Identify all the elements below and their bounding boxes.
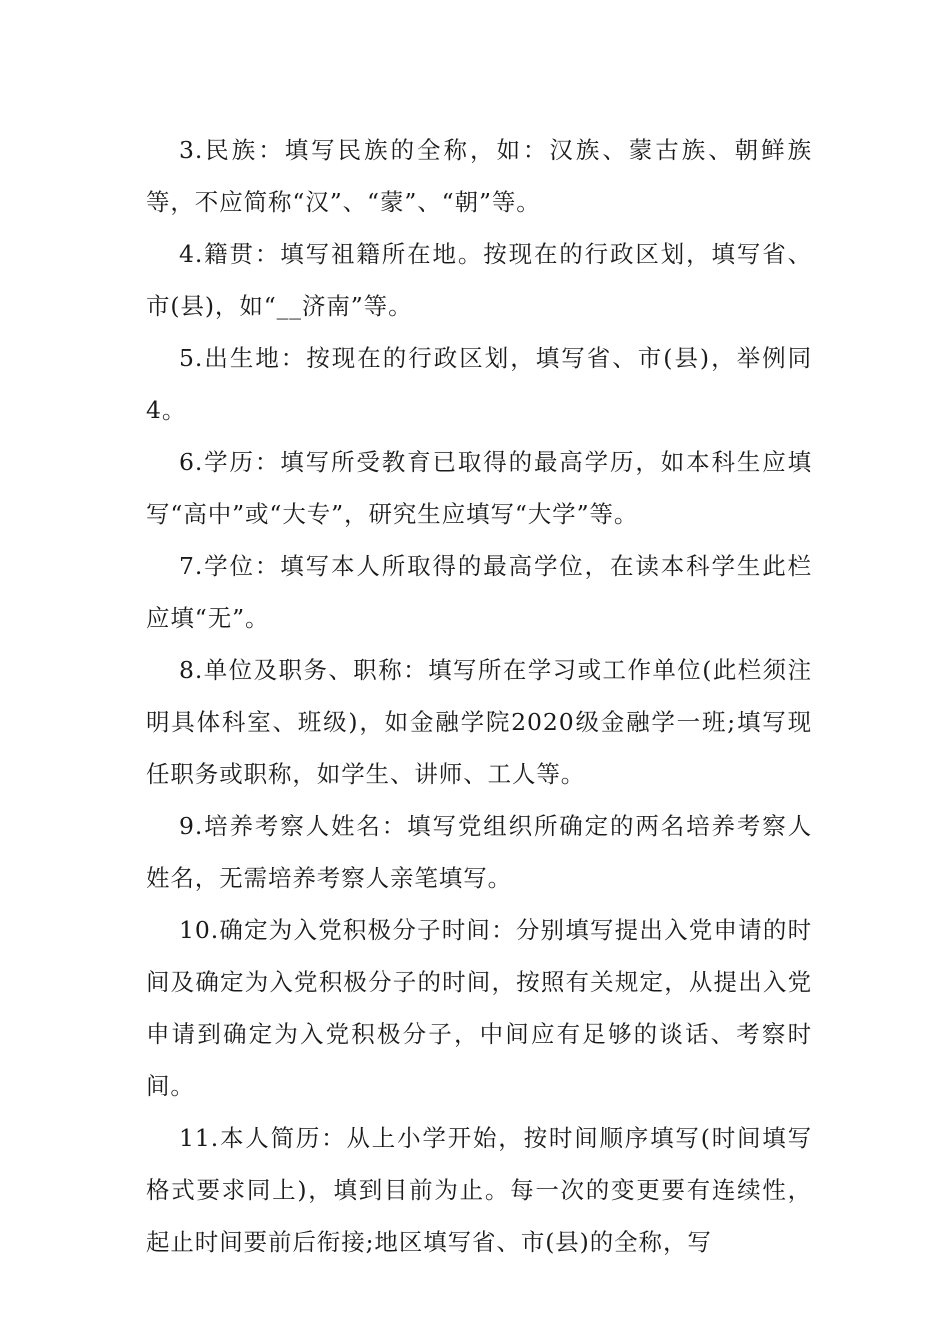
paragraph-degree: 7.学位：填写本人所取得的最高学位，在读本科学生此栏应填“无”。 <box>146 552 812 632</box>
paragraph-employer-title: 8.单位及职务、职称：填写所在学习或工作单位(此栏须注明具体科室、班级)，如金融学院2020级金融学一班;填写现任职务或职称，如学生、讲师、工人等。 <box>146 656 812 788</box>
paragraph-resume: 11.本人简历：从上小学开始，按时间顺序填写(时间填写格式要求同上)，填到目前为止。每一次的变更要有连续性，起止时间要前后衔接;地区填写省、市(县)的全称，写 <box>146 1124 812 1256</box>
paragraph-ethnicity: 3.民族：填写民族的全称，如：汉族、蒙古族、朝鲜族等，不应简称“汉”、“蒙”、“朝”等。 <box>146 136 812 216</box>
paragraph-activist-date: 10.确定为入党积极分子时间：分别填写提出入党申请的时间及确定为入党积极分子的时间，按照有关规定，从提出入党申请到确定为入党积极分子，中间应有足够的谈话、考察时间。 <box>146 916 812 1100</box>
paragraph-mentors: 9.培养考察人姓名：填写党组织所确定的两名培养考察人姓名，无需培养考察人亲笔填写。 <box>146 812 812 892</box>
document-body <box>146 124 812 1268</box>
paragraph-education: 6.学历：填写所受教育已取得的最高学历，如本科生应填写“高中”或“大专”，研究生应填写“大学”等。 <box>146 448 812 528</box>
paragraph-birthplace: 5.出生地：按现在的行政区划，填写省、市(县)，举例同4。 <box>146 344 812 424</box>
paragraph-native-place: 4.籍贯：填写祖籍所在地。按现在的行政区划，填写省、市(县)，如“__济南”等。 <box>146 240 812 320</box>
